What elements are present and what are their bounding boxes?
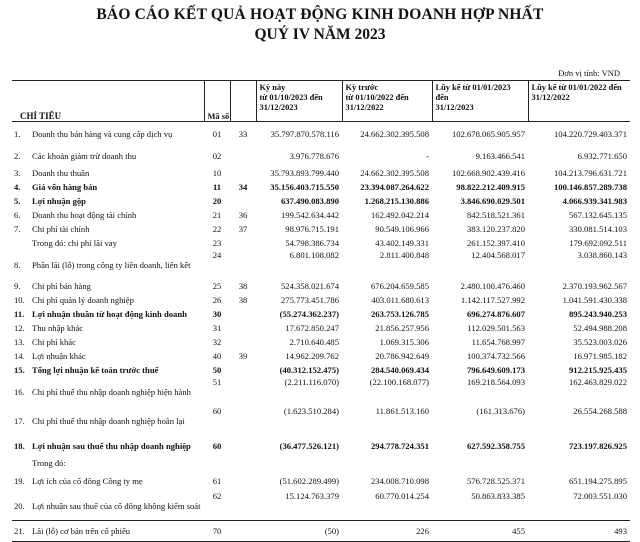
value-ky-truoc: 1.069.315.306 — [379, 337, 430, 347]
value-ky-truoc: 21.856.257.956 — [375, 323, 430, 333]
row-note — [230, 335, 256, 349]
row-label: Chi phí tài chính — [32, 224, 90, 234]
row-note — [230, 250, 256, 279]
value-ky-nay: (1.623.510.284) — [283, 406, 340, 416]
value-luy-ke-2023: 112.029.501.563 — [467, 323, 526, 333]
value-luy-ke-2023: 102.668.902.439.416 — [451, 168, 526, 178]
row-note — [230, 491, 256, 521]
row-code: 30 — [212, 309, 222, 319]
row-note: 39 — [238, 351, 248, 361]
row-note: 34 — [238, 182, 248, 192]
row-label: Doanh thu thuần — [32, 168, 90, 178]
row-label: Lãi (lỗ) cơ bản trên cổ phiếu — [29, 521, 204, 542]
table-row — [12, 250, 630, 279]
row-number: 10. — [14, 295, 25, 305]
row-note — [230, 194, 256, 208]
value-ky-truoc: 11.861.513.160 — [375, 406, 430, 416]
row-label: Chi phí thuế thu nhập doanh nghiệp hoãn lại — [32, 415, 185, 426]
row-code: 51 — [212, 377, 222, 387]
value-luy-ke-2022: 3.038.860.143 — [577, 250, 628, 260]
row-code: 50 — [212, 365, 222, 375]
row-note — [230, 435, 256, 456]
value-luy-ke-2022: 330.081.514.103 — [569, 224, 628, 234]
row-note — [230, 456, 256, 470]
row-code: 26 — [212, 295, 222, 305]
value-ky-nay: 6.801.108.082 — [289, 250, 340, 260]
income-statement-table — [12, 80, 630, 542]
table-row — [12, 236, 630, 250]
row-label: Giá vốn hàng bán — [32, 182, 98, 192]
row-note — [230, 470, 256, 491]
row-code: 24 — [212, 250, 222, 260]
row-label: Lợi nhuận khác — [32, 351, 86, 361]
row-code — [204, 456, 230, 470]
table-row — [12, 456, 630, 470]
row-label: Trong đó: — [32, 458, 66, 468]
value-luy-ke-2022: 895.243.940.253 — [569, 309, 628, 319]
row-note — [230, 236, 256, 250]
row-label: Lợi nhuận sau thuế thu nhập doanh nghiệp — [32, 440, 191, 451]
value-ky-nay: (51.602.289.499) — [279, 475, 340, 486]
table-row — [12, 208, 630, 222]
table-row — [12, 435, 630, 456]
row-label: Lợi ích của cổ đông Công ty mẹ — [32, 475, 143, 486]
value-ky-nay: 54.798.386.734 — [285, 238, 340, 248]
value-luy-ke-2022: 162.463.829.022 — [569, 377, 628, 387]
currency-unit: Đơn vị tính: VND — [558, 68, 620, 78]
value-luy-ke-2023: 796.649.609.173 — [467, 365, 526, 375]
table-row — [12, 166, 630, 180]
value-luy-ke-2022 — [528, 456, 630, 470]
value-ky-nay: (2.211.116.070) — [284, 377, 340, 387]
value-luy-ke-2023: 102.678.065.905.957 — [451, 128, 526, 139]
row-note: 36 — [238, 210, 248, 220]
value-luy-ke-2023: 576.728.525.371 — [467, 475, 526, 486]
report-title: BÁO CÁO KẾT QUẢ HOẠT ĐỘNG KINH DOANH HỢP NHẤT — [96, 6, 544, 23]
table-header — [12, 81, 630, 122]
value-luy-ke-2022: 104.220.729.403.371 — [553, 128, 628, 139]
row-number: 4. — [14, 182, 21, 192]
header-ma-so: Mã số — [204, 81, 230, 122]
row-code: 10 — [212, 168, 222, 178]
row-label: Phần lãi (lỗ) trong công ty liên doanh, liên kết — [32, 259, 191, 270]
table-row — [12, 180, 630, 194]
row-note — [230, 406, 256, 435]
value-luy-ke-2022: 4.066.939.341.983 — [562, 196, 628, 206]
table-body — [12, 122, 630, 542]
value-luy-ke-2022: 26.554.268.588 — [573, 406, 628, 416]
table-row — [12, 222, 630, 236]
row-code: 25 — [212, 281, 222, 291]
row-number: 17. — [14, 415, 25, 426]
value-ky-truoc: 23.394.087.264.622 — [360, 182, 430, 192]
row-label: Doanh thu hoạt động tài chính — [32, 210, 137, 220]
value-luy-ke-2023: 100.374.732.566 — [467, 351, 526, 361]
value-luy-ke-2022: 912.215.925.435 — [569, 365, 628, 375]
value-luy-ke-2023: 2.480.100.476.460 — [460, 281, 526, 291]
row-label: Thu nhập khác — [32, 323, 84, 333]
report-period: QUÝ IV NĂM 2023 — [254, 26, 386, 43]
value-ky-nay: 637.490.083.890 — [281, 196, 340, 206]
row-label: Chi phí bán hàng — [32, 281, 91, 291]
value-ky-nay: 14.962.209.762 — [285, 351, 340, 361]
row-label: Chi phí quản lý doanh nghiệp — [32, 295, 134, 305]
row-code: 32 — [212, 337, 222, 347]
header-ky-nay: Kỳ này từ 01/10/2023 đến 31/12/2023 — [256, 81, 342, 122]
row-number: 7. — [14, 224, 21, 234]
value-ky-nay: (55.274.362.237) — [279, 309, 340, 319]
value-ky-nay: 275.773.451.786 — [281, 295, 340, 305]
value-luy-ke-2022: 179.692.092.511 — [569, 238, 628, 248]
table-row — [12, 349, 630, 363]
row-number: 21. — [12, 521, 29, 542]
value-ky-nay: 35.156.403.715.550 — [270, 182, 340, 192]
row-code: 22 — [212, 224, 222, 234]
value-ky-nay: 3.976.778.676 — [289, 150, 340, 161]
value-ky-truoc: 403.011.680.613 — [371, 295, 430, 305]
row-label: Chi phí thuế thu nhập doanh nghiệp hiện hành — [32, 386, 191, 397]
row-number: 14. — [14, 351, 25, 361]
row-number: 18. — [14, 440, 25, 451]
row-label: Chi phí khác — [32, 337, 76, 347]
row-number: 6. — [14, 210, 21, 220]
value-luy-ke-2022: 651.194.275.895 — [569, 475, 628, 486]
header-luy-ke-2023: Lũy kế từ 01/01/2023 đến 31/12/2023 — [432, 81, 528, 122]
row-code: 02 — [212, 150, 222, 161]
value-luy-ke-2022: 72.003.551.030 — [573, 491, 628, 501]
value-luy-ke-2023: 3.846.690.029.501 — [460, 196, 526, 206]
row-number: 12. — [14, 323, 25, 333]
value-ky-nay: 524.358.021.674 — [281, 281, 340, 291]
value-luy-ke-2023: 50.863.833.385 — [471, 491, 526, 501]
value-ky-nay: 17.672.850.247 — [285, 323, 340, 333]
value-luy-ke-2023: (161.313.676) — [476, 406, 526, 416]
row-number: 3. — [14, 168, 21, 178]
value-ky-nay: 35.797.870.578.116 — [270, 128, 340, 139]
row-number: 20. — [14, 500, 25, 511]
value-ky-truoc: 90.549.106.966 — [375, 224, 430, 234]
row-code: 20 — [212, 196, 222, 206]
value-luy-ke-2022: 1.041.591.430.338 — [562, 295, 628, 305]
row-code: 60 — [212, 440, 222, 451]
value-ky-truoc: (22.100.168.077) — [369, 377, 430, 387]
value-luy-ke-2022: 567.132.645.135 — [569, 210, 628, 220]
row-label: Các khoản giảm trừ doanh thu — [32, 150, 137, 161]
row-label: Lợi nhuận sau thuế của cổ đông không kiểm soát — [32, 500, 201, 511]
value-luy-ke-2023: 12.404.568.017 — [471, 250, 526, 260]
value-luy-ke-2022: 52.494.988.208 — [573, 323, 628, 333]
value-ky-truoc: 2.811.400.848 — [379, 250, 430, 260]
value-luy-ke-2023: 9.163.466.541 — [475, 150, 526, 161]
row-number: 15. — [14, 365, 25, 375]
value-luy-ke-2023: 696.274.876.607 — [467, 309, 526, 319]
value-luy-ke-2022: 35.523.003.026 — [573, 337, 628, 347]
value-ky-nay: (50) — [256, 521, 342, 542]
value-ky-truoc: 24.662.302.395.508 — [360, 128, 430, 139]
value-ky-nay: 199.542.634.442 — [281, 210, 340, 220]
value-ky-truoc: 263.753.126.785 — [371, 309, 430, 319]
table-row — [12, 279, 630, 293]
header-chi-tieu: CHỈ TIÊU — [12, 81, 204, 122]
value-ky-truoc: 24.662.302.395.508 — [360, 168, 430, 178]
value-ky-truoc: - — [426, 150, 430, 161]
header-ky-truoc: Kỳ trước từ 01/10/2022 đến 31/12/2022 — [342, 81, 432, 122]
row-number: 1. — [14, 128, 21, 139]
value-luy-ke-2023: 98.822.212.409.915 — [456, 182, 526, 192]
row-number: 16. — [14, 386, 25, 397]
value-luy-ke-2023: 261.152.397.410 — [467, 238, 526, 248]
row-note: 38 — [238, 295, 248, 305]
row-note: 37 — [238, 224, 248, 234]
header-thuyet-minh — [230, 81, 256, 122]
row-label: Tổng lợi nhuận kế toán trước thuế — [32, 365, 159, 375]
value-luy-ke-2023: 842.518.521.361 — [467, 210, 526, 220]
value-luy-ke-2023: 627.592.358.755 — [467, 440, 526, 451]
value-ky-truoc: 676.204.659.585 — [371, 281, 430, 291]
row-number: 2. — [14, 150, 21, 161]
row-label: Doanh thu bán hàng và cung cấp dịch vụ — [32, 128, 173, 139]
value-ky-truoc — [342, 456, 432, 470]
value-ky-nay: 35.793.893.799.440 — [270, 168, 340, 178]
value-luy-ke-2023: 455 — [432, 521, 528, 542]
row-number: 8. — [14, 259, 21, 270]
row-code: 31 — [212, 323, 222, 333]
row-note — [230, 377, 256, 406]
value-ky-truoc: 1.268.215.130.886 — [364, 196, 430, 206]
table-row — [12, 122, 630, 146]
value-ky-truoc: 162.492.042.214 — [371, 210, 430, 220]
table-row — [12, 470, 630, 491]
row-code: 23 — [212, 238, 222, 248]
row-code: 70 — [204, 521, 230, 542]
value-luy-ke-2022: 104.213.796.631.721 — [553, 168, 628, 178]
table-row — [12, 307, 630, 321]
table-row — [12, 491, 630, 521]
table-row — [12, 293, 630, 307]
row-note — [230, 307, 256, 321]
value-luy-ke-2023: 1.142.117.527.992 — [460, 295, 526, 305]
value-ky-nay: (40.312.152.475) — [279, 365, 340, 375]
value-ky-nay: 2.710.640.485 — [289, 337, 340, 347]
table-row — [12, 406, 630, 435]
value-luy-ke-2023: 11.654.768.997 — [471, 337, 526, 347]
table-row — [12, 377, 630, 406]
row-note — [230, 145, 256, 166]
row-code: 61 — [212, 475, 222, 486]
row-code: 21 — [212, 210, 222, 220]
row-code: 62 — [212, 491, 222, 501]
value-ky-nay — [256, 456, 342, 470]
row-number — [12, 456, 29, 470]
table-row — [12, 194, 630, 208]
value-ky-truoc: 20.786.942.649 — [375, 351, 430, 361]
row-code: 11 — [212, 182, 222, 192]
row-note: 33 — [238, 128, 248, 139]
value-ky-truoc: 284.540.069.434 — [371, 365, 430, 375]
value-ky-truoc: 43.402.149.331 — [375, 238, 430, 248]
value-luy-ke-2022: 6.932.771.650 — [577, 150, 628, 161]
value-ky-truoc: 294.778.724.351 — [371, 440, 430, 451]
row-number: 5. — [14, 196, 21, 206]
table-row — [12, 363, 630, 377]
table-row — [12, 321, 630, 335]
row-number: 19. — [14, 475, 25, 486]
value-ky-nay: 15.124.763.379 — [285, 491, 340, 501]
value-luy-ke-2022: 16.971.985.182 — [573, 351, 628, 361]
table-row — [12, 335, 630, 349]
row-note: 38 — [238, 281, 248, 291]
value-ky-truoc: 234.008.710.098 — [371, 475, 430, 486]
value-luy-ke-2022: 493 — [528, 521, 630, 542]
value-luy-ke-2022: 2.370.193.962.567 — [562, 281, 628, 291]
row-code: 40 — [212, 351, 222, 361]
row-note — [230, 321, 256, 335]
value-ky-nay: (36.477.526.121) — [279, 440, 340, 451]
value-luy-ke-2023: 169.218.564.093 — [467, 377, 526, 387]
table-row — [12, 145, 630, 166]
value-ky-nay: 98.976.715.191 — [285, 224, 340, 234]
value-luy-ke-2022: 723.197.826.925 — [569, 440, 628, 451]
row-label: Lợi nhuận thuần từ hoạt động kinh doanh — [32, 309, 187, 319]
row-number — [12, 236, 29, 250]
value-ky-truoc: 226 — [342, 521, 432, 542]
value-ky-truoc: 60.770.014.254 — [375, 491, 430, 501]
value-luy-ke-2023: 383.120.237.820 — [467, 224, 526, 234]
value-luy-ke-2022: 100.146.857.289.738 — [553, 182, 628, 192]
row-label: Trong đó: chi phí lãi vay — [32, 238, 117, 248]
row-number: 13. — [14, 337, 25, 347]
row-note — [230, 166, 256, 180]
row-label: Lợi nhuận gộp — [32, 196, 86, 206]
row-code: 01 — [212, 128, 222, 139]
value-luy-ke-2023 — [432, 456, 528, 470]
header-luy-ke-2022: Lũy kế từ 01/01/2022 đến 31/12/2022 — [528, 81, 630, 122]
row-number: 11. — [14, 309, 25, 319]
row-number: 9. — [14, 281, 21, 291]
row-note — [230, 363, 256, 377]
row-code: 60 — [212, 406, 222, 416]
